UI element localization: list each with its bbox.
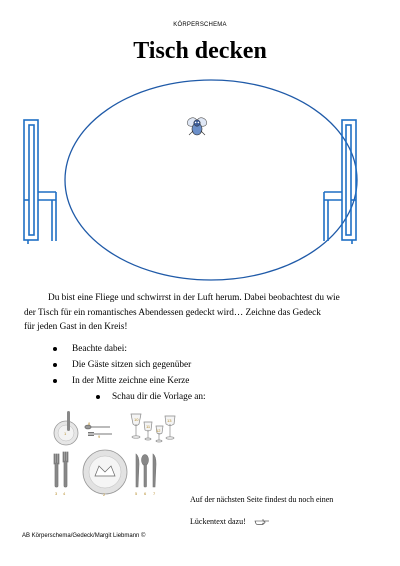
label-3: 3	[55, 491, 58, 496]
next-page-note	[190, 489, 380, 533]
label-10: 10	[134, 417, 139, 422]
label-9: 9	[98, 434, 101, 439]
intro-line-3: für jeden Gast in den Kreis!	[24, 322, 128, 332]
place-setting-illustration	[48, 408, 188, 500]
pointing-hand-icon	[254, 518, 270, 526]
label-6: 6	[144, 491, 147, 496]
butter-knife	[67, 411, 70, 431]
note-line-1: Auf der nächsten Seite findest du noch einen	[190, 495, 334, 504]
left-chair	[24, 120, 56, 244]
bullet-list	[50, 341, 206, 405]
intro-line-1: Du bist eine Fliege und schwirrst in der Luft herum. Dabei beobachtest du wie	[48, 293, 340, 303]
table-circle	[65, 80, 357, 280]
label-11: 11	[146, 424, 151, 429]
label-2: 2	[103, 492, 106, 497]
label-13: 13	[167, 418, 172, 423]
label-8: 8	[88, 421, 91, 426]
bullet-item: Beachte dabei:	[50, 341, 206, 357]
knives-and-spoon	[136, 454, 156, 487]
page-title: Tisch decken	[133, 38, 267, 64]
forks	[54, 452, 68, 487]
instruction-text	[24, 291, 380, 335]
category-header: KÖRPERSCHEMA	[173, 22, 227, 28]
bullet-item: In der Mitte zeichne eine Kerze	[50, 373, 206, 389]
intro-line-2: der Tisch für ein romantisches Abendessen gedeckt wird… Zeichne das Gedeck	[24, 307, 321, 318]
note-line-2: Lückentext dazu!	[190, 517, 246, 526]
bullet-item: Die Gäste sitzen sich gegenüber	[50, 357, 206, 373]
label-4: 4	[63, 491, 66, 496]
label-7: 7	[153, 491, 156, 496]
label-5: 5	[135, 491, 138, 496]
footer-credit: AB Körperschema/Gedeck/Margit Liebmann ©	[22, 533, 146, 539]
label-1: 1	[64, 431, 67, 436]
bullet-item: Schau dir die Vorlage an:	[50, 389, 206, 405]
label-12: 12	[156, 428, 161, 433]
